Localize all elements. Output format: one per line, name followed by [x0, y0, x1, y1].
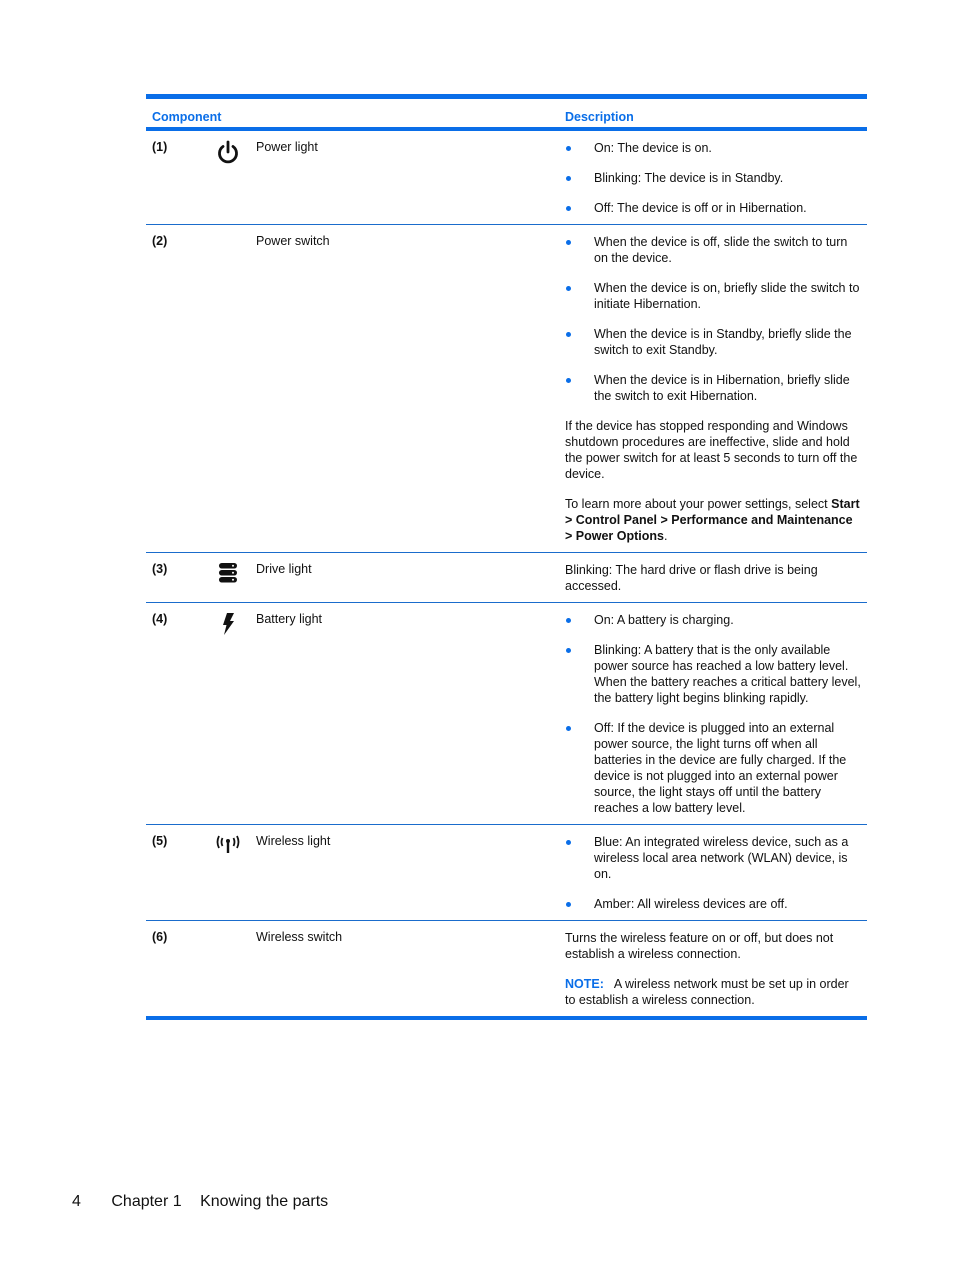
list-item: Blinking: The device is in Standby.	[565, 170, 861, 186]
component-name: Power switch	[256, 234, 330, 248]
component-name: Drive light	[256, 562, 312, 576]
component-description	[565, 921, 867, 1016]
note	[565, 976, 861, 1008]
component-number: (4)	[152, 612, 168, 626]
component-description	[565, 603, 867, 824]
wireless-icon	[215, 833, 241, 855]
paragraph: To learn more about your power settings, select Start > Control Panel > Performance and Maintenance > Power Options.	[565, 497, 860, 543]
table-row	[146, 921, 867, 1016]
list-item: Off: If the device is plugged into an external power source, the light turns off when all batteries in the device are fully charged. If the device is not plugged into an external power source, the light stays off until the battery reaches a low battery level.	[565, 720, 861, 816]
component-description	[565, 225, 867, 552]
chapter-label: Chapter 1	[111, 1193, 182, 1210]
component-description	[565, 553, 867, 602]
component-number: (6)	[152, 930, 168, 944]
component-number: (2)	[152, 234, 168, 248]
page-footer	[72, 1193, 328, 1211]
list-item: Amber: All wireless devices are off.	[565, 896, 861, 912]
list-item: Blue: An integrated wireless device, such as a wireless local area network (WLAN) device, is on.	[565, 834, 861, 882]
list-item: When the device is on, briefly slide the switch to initiate Hibernation.	[565, 280, 861, 312]
component-description	[565, 825, 867, 920]
list-item: When the device is in Standby, briefly slide the switch to exit Standby.	[565, 326, 861, 358]
table-row	[146, 825, 867, 921]
power-icon	[216, 139, 240, 165]
component-number: (1)	[152, 140, 168, 154]
component-description	[565, 131, 867, 224]
chapter-title: Knowing the parts	[200, 1193, 329, 1210]
list-item: Blinking: A battery that is the only available power source has reached a low battery level. When the battery reaches a critical battery level, the battery light begins blinking rapidly.	[565, 642, 861, 706]
list-item: On: The device is on.	[565, 140, 861, 156]
list-item: On: A battery is charging.	[565, 612, 861, 628]
component-name: Power light	[256, 140, 318, 154]
paragraph: If the device has stopped responding and Windows shutdown procedures are ineffective, slide and hold the power switch for at least 5 seconds to turn off the device.	[565, 419, 858, 481]
note-text: A wireless network must be set up in order to establish a wireless connection.	[565, 977, 849, 1007]
component-name: Wireless switch	[256, 930, 343, 944]
battery-bolt-icon	[218, 611, 238, 637]
list-item: When the device is off, slide the switch to turn on the device.	[565, 234, 861, 266]
component-name: Battery light	[256, 612, 323, 626]
list-item: Off: The device is off or in Hibernation.	[565, 200, 861, 216]
paragraph: Turns the wireless feature on or off, but does not establish a wireless connection.	[565, 931, 834, 961]
table-row	[146, 225, 867, 553]
table-row	[146, 131, 867, 225]
note-label: NOTE:	[565, 977, 604, 991]
component-name: Wireless light	[256, 834, 331, 848]
table-header	[146, 99, 867, 131]
paragraph: Blinking: The hard drive or flash drive is being accessed.	[565, 563, 818, 593]
table-bottom-rule	[146, 1016, 867, 1020]
list-item: When the device is in Hibernation, briefly slide the switch to exit Hibernation.	[565, 372, 861, 404]
component-number: (5)	[152, 834, 168, 848]
table-row	[146, 603, 867, 825]
header-description: Description	[565, 110, 634, 124]
component-number: (3)	[152, 562, 168, 576]
header-component: Component	[152, 110, 222, 124]
components-table	[146, 94, 867, 1020]
menu-path: Start > Control Panel > Performance and Maintenance > Power Options	[565, 497, 860, 543]
page-number: 4	[72, 1193, 81, 1210]
table-row	[146, 553, 867, 603]
drive-icon	[217, 561, 239, 585]
